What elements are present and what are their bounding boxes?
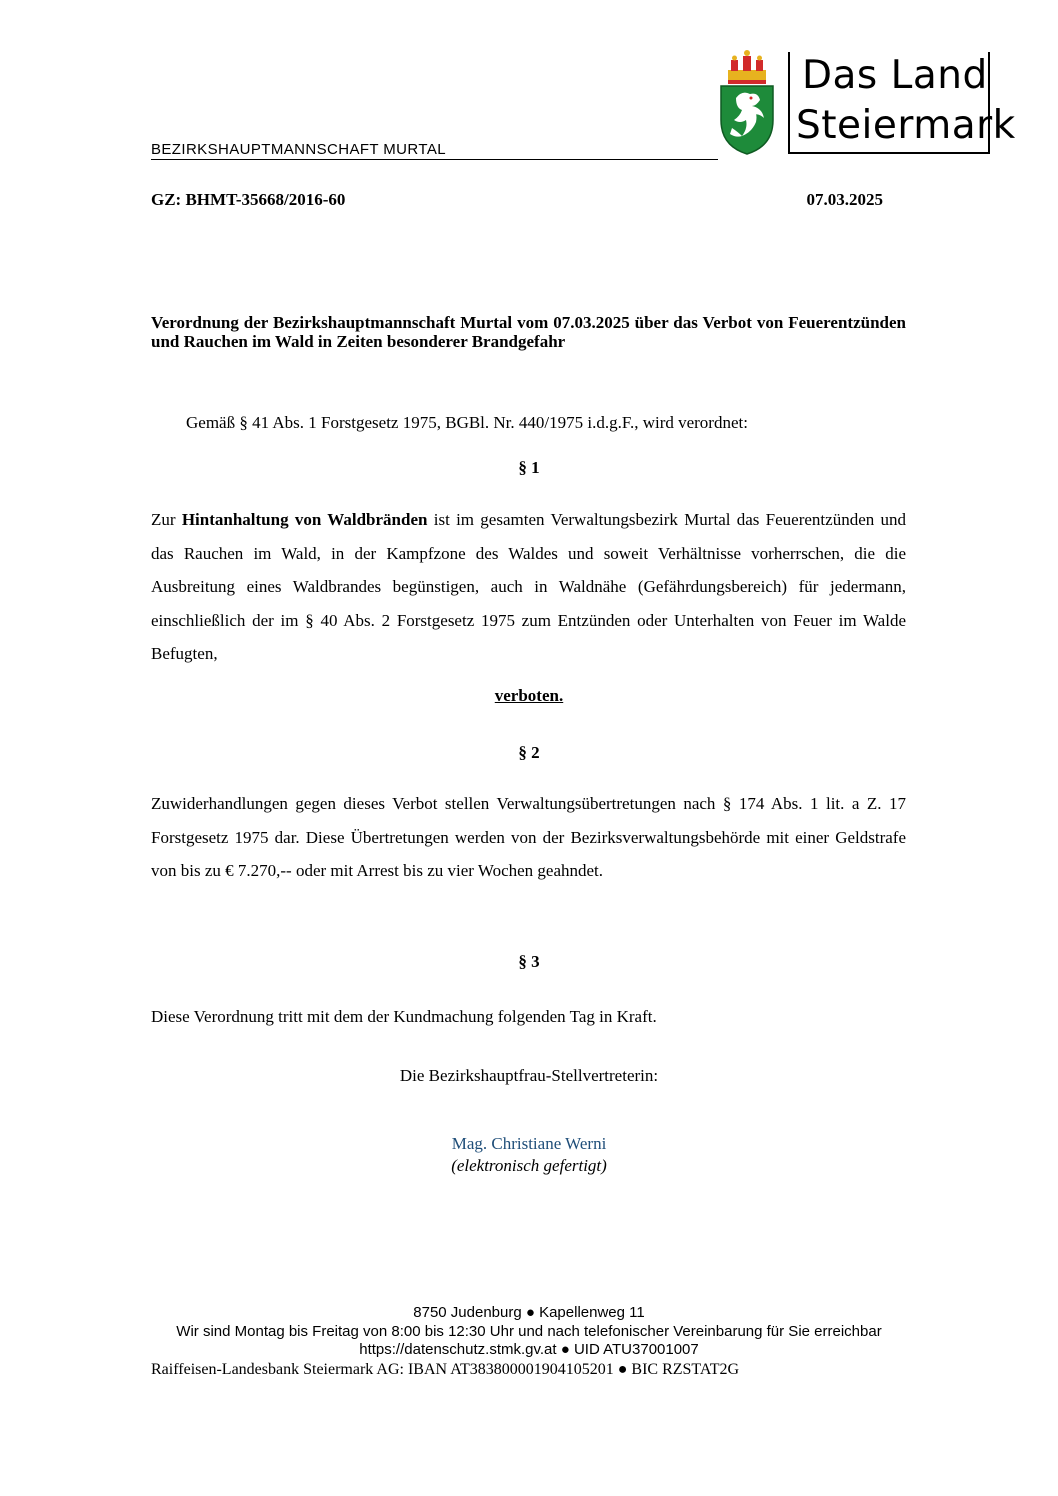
footer-bank: Raiffeisen-Landesbank Steiermark AG: IBAN AT383800001904105201 ● BIC RZSTAT2G (151, 1361, 740, 1378)
reference-number: GZ: BHMT-35668/2016-60 (151, 190, 346, 209)
footer-address: 8750 Judenburg ● Kapellenweg 11 (413, 1304, 645, 1321)
prohibition-verdict (0, 686, 1058, 706)
section-2-text: Zuwiderhandlungen gegen dieses Verbot stellen Verwaltungsübertretungen nach § 174 Abs. 1 lit. a Z. 17 Forstgesetz 1975 dar. Diese Übertretungen werden von der Bezirksverwaltungsbehörde mit einer Geldstrafe von bis zu € 7.270,-- oder mit Arrest bis zu vier Wochen geahndet. (151, 794, 906, 880)
section-3-heading: § 3 (518, 952, 540, 971)
state-brand-box (788, 52, 1016, 154)
verdict-text: verboten. (494, 686, 564, 705)
section-1-text-start: Zur (151, 510, 182, 529)
section-1-heading: § 1 (518, 458, 540, 477)
section-1-emphasis: Hintanhaltung von Waldbränden (181, 510, 428, 529)
document-title: Verordnung der Bezirkshauptmannschaft Murtal vom 07.03.2025 über das Verbot von Feuerentzünden und Rauchen im Wald in Zeiten besonderer Brandgefahr (151, 313, 906, 351)
signatory-role: Die Bezirkshauptfrau-Stellvertreterin: (399, 1066, 659, 1085)
legal-basis: Gemäß § 41 Abs. 1 Forstgesetz 1975, BGBl. Nr. 440/1975 i.d.g.F., wird verordnet: (186, 413, 748, 432)
state-logo (718, 48, 1016, 160)
document-date: 07.03.2025 (806, 190, 883, 209)
section-2-heading: § 2 (518, 743, 540, 762)
signatory-name: Mag. Christiane Werni (451, 1134, 607, 1153)
section-1-text-rest: ist im gesamten Verwaltungsbezirk Murtal das Feuerentzünden und das Rauchen im Wald, in der Kampfzone des Waldes und soweit Verhältnisse vorherrschen, die die Ausbreitung eines Waldbrandes begünstigen, auch in Waldnähe (Gefährdungsbereich) für jedermann, einschließlich der im § 40 Abs. 2 Forstgesetz 1975 zum Entzünden oder Unterhalten von Feuer im Walde Befugten, (151, 510, 907, 663)
signature-note: (elektronisch gefertigt) (451, 1156, 607, 1175)
brand-text-das-land: Das Land (802, 53, 988, 98)
footer-privacy: https://datenschutz.stmk.gv.at ● UID ATU37001007 (359, 1341, 699, 1358)
section-3-text: Diese Verordnung tritt mit dem der Kundmachung folgenden Tag in Kraft. (151, 1007, 657, 1026)
authority-name: BEZIRKSHAUPTMANNSCHAFT MURTAL (151, 141, 718, 160)
styrian-coat-of-arms-icon (718, 48, 776, 156)
brand-text-steiermark: Steiermark (796, 103, 1016, 148)
section-1-text (151, 503, 906, 671)
footer-hours: Wir sind Montag bis Freitag von 8:00 bis 12:30 Uhr und nach telefonischer Vereinbarung für Sie erreichbar (176, 1323, 882, 1340)
